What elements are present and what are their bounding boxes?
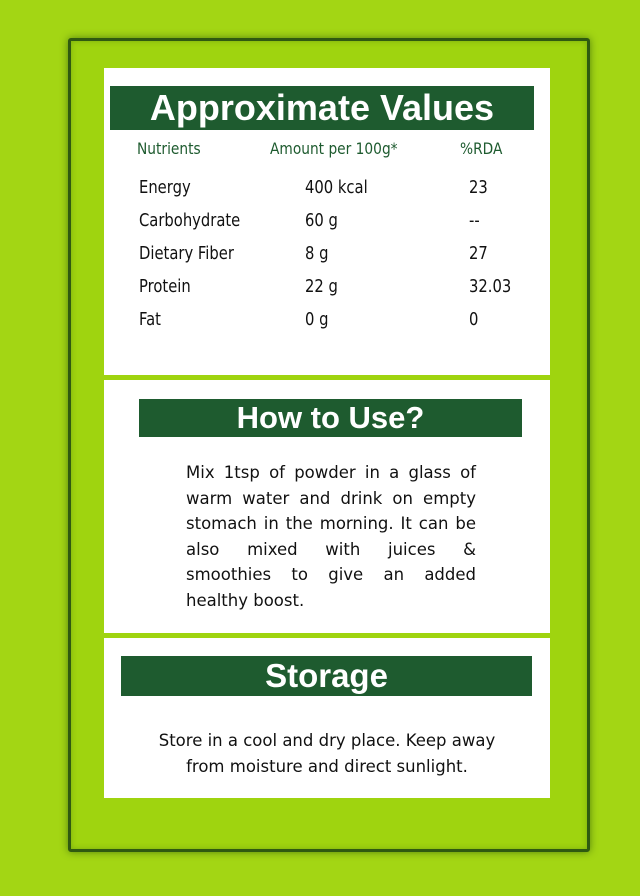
nutrient-amount: 0 g [305, 309, 329, 330]
header-rda: %RDA [460, 139, 503, 158]
storage-line: from moisture and direct sunlight. [186, 757, 468, 776]
usage-line: warm water and drink on empty [186, 488, 476, 508]
nutrient-name: Carbohydrate [139, 210, 241, 231]
nutrition-title: Approximate Values [110, 86, 534, 130]
nutrient-amount: 60 g [305, 210, 338, 231]
table-row [104, 210, 550, 243]
nutrient-amount: 8 g [305, 243, 329, 264]
usage-instructions [186, 460, 476, 613]
nutrient-name: Protein [139, 276, 191, 297]
usage-line: healthy boost. [186, 590, 305, 610]
nutrient-amount: 22 g [305, 276, 338, 297]
storage-panel [104, 638, 550, 798]
nutrient-name: Energy [139, 177, 191, 198]
nutrient-amount: 400 kcal [305, 177, 368, 198]
table-row [104, 309, 550, 342]
storage-title: Storage [121, 656, 532, 696]
nutrition-panel [104, 68, 550, 375]
usage-line: smoothies to give an added [186, 565, 476, 584]
nutrient-rda: -- [469, 210, 480, 231]
table-row [104, 177, 550, 210]
nutrient-name: Dietary Fiber [139, 243, 234, 264]
storage-line: Store in a cool and dry place. Keep away [158, 731, 496, 750]
how-to-use-panel [104, 380, 550, 633]
nutrient-name: Fat [139, 309, 161, 330]
usage-line: stomach in the morning. It can be [186, 514, 476, 533]
usage-line: also mixed with juices & [186, 539, 476, 559]
how-to-use-title: How to Use? [139, 399, 522, 437]
usage-line: Mix 1tsp of powder in a glass of [186, 463, 476, 482]
nutrient-rda: 0 [469, 309, 479, 330]
nutrient-rda: 23 [469, 177, 488, 198]
nutrient-rda: 32.03 [469, 276, 512, 297]
header-nutrients: Nutrients [137, 139, 201, 158]
storage-instructions [104, 728, 550, 780]
header-amount: Amount per 100g* [270, 139, 398, 158]
nutrient-rda: 27 [469, 243, 488, 264]
table-row [104, 243, 550, 276]
table-row [104, 276, 550, 309]
